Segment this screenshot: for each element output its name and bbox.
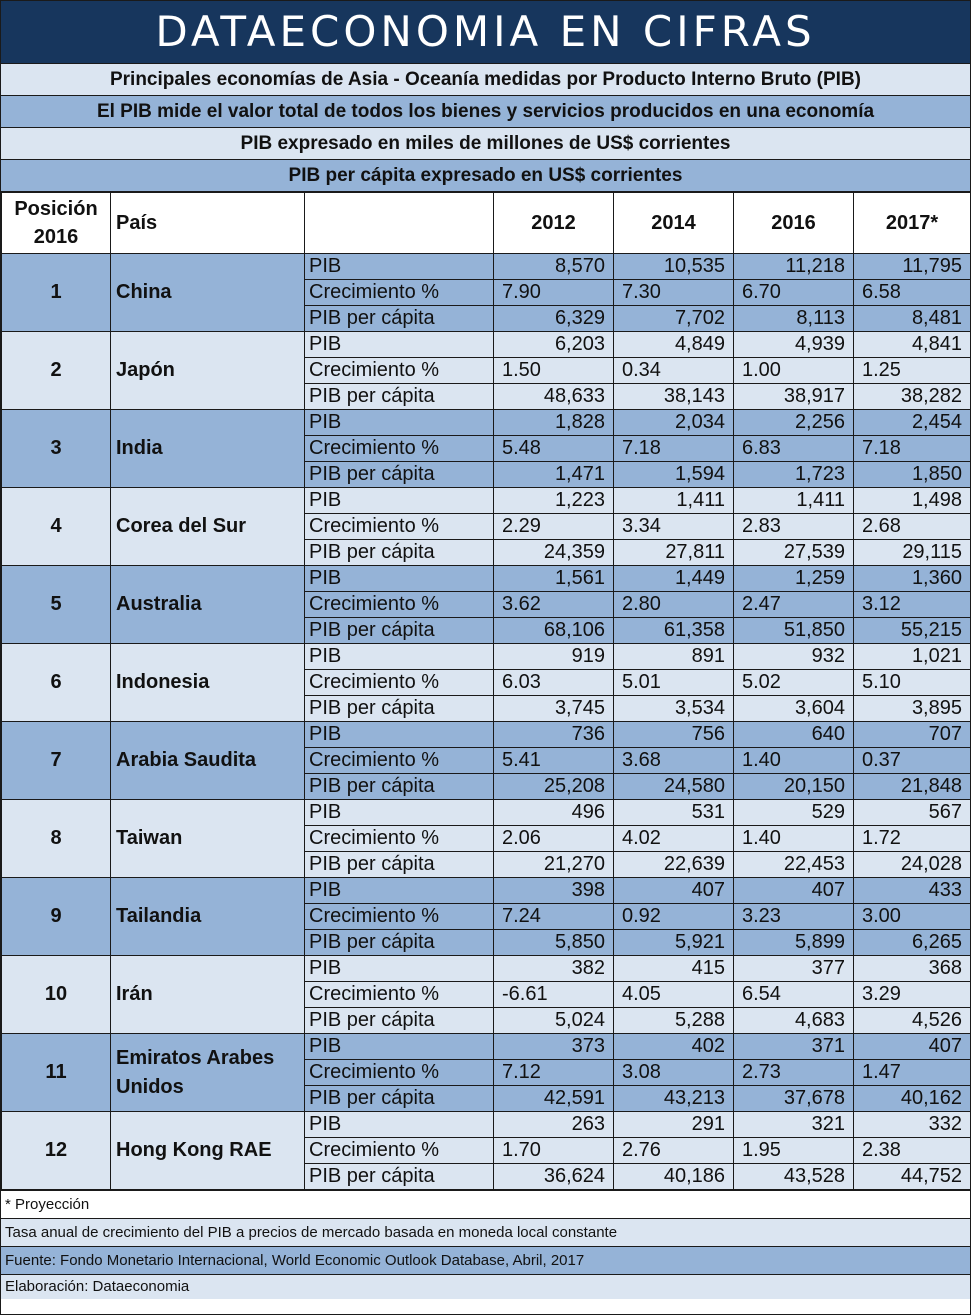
value-cell: 321 — [734, 1112, 854, 1138]
value-cell: 1,411 — [614, 488, 734, 514]
value-cell: 3.08 — [614, 1060, 734, 1086]
value-cell: 6.03 — [494, 670, 614, 696]
table-row — [2, 410, 971, 436]
value-cell: 6,329 — [494, 306, 614, 332]
value-cell: 4,849 — [614, 332, 734, 358]
value-cell: 1.50 — [494, 358, 614, 384]
position-cell: 2 — [2, 332, 111, 410]
position-cell: 4 — [2, 488, 111, 566]
position-cell: 6 — [2, 644, 111, 722]
value-cell: 6.54 — [734, 982, 854, 1008]
gdp-table — [1, 192, 971, 1190]
footnote-growth: Tasa anual de crecimiento del PIB a precios de mercado basada en moneda local constante — [1, 1218, 970, 1246]
metric-label: Crecimiento % — [305, 358, 494, 384]
value-cell: 5.41 — [494, 748, 614, 774]
value-cell: 1,594 — [614, 462, 734, 488]
value-cell: 7.12 — [494, 1060, 614, 1086]
value-cell: 7,702 — [614, 306, 734, 332]
value-cell: 29,115 — [854, 540, 971, 566]
value-cell: 2.29 — [494, 514, 614, 540]
metric-label: PIB per cápita — [305, 852, 494, 878]
value-cell: 368 — [854, 956, 971, 982]
metric-label: PIB per cápita — [305, 1086, 494, 1112]
metric-label: Crecimiento % — [305, 592, 494, 618]
metric-label: PIB per cápita — [305, 1164, 494, 1190]
value-cell: 38,282 — [854, 384, 971, 410]
country-cell: Tailandia — [111, 878, 305, 956]
value-cell: 0.34 — [614, 358, 734, 384]
value-cell: 61,358 — [614, 618, 734, 644]
metric-label: Crecimiento % — [305, 826, 494, 852]
value-cell: 4.05 — [614, 982, 734, 1008]
value-cell: 22,639 — [614, 852, 734, 878]
value-cell: 43,528 — [734, 1164, 854, 1190]
metric-label: Crecimiento % — [305, 670, 494, 696]
column-header-year: 2016 — [734, 193, 854, 254]
table-row — [2, 800, 971, 826]
value-cell: 1,223 — [494, 488, 614, 514]
country-group — [2, 254, 971, 332]
metric-label: PIB — [305, 332, 494, 358]
value-cell: 382 — [494, 956, 614, 982]
value-cell: 496 — [494, 800, 614, 826]
value-cell: 3.00 — [854, 904, 971, 930]
value-cell: 10,535 — [614, 254, 734, 280]
value-cell: 7.18 — [854, 436, 971, 462]
pib-definition: El PIB mide el valor total de todos los bienes y servicios producidos en una economía — [1, 96, 970, 128]
metric-label: PIB — [305, 878, 494, 904]
value-cell: 3.29 — [854, 982, 971, 1008]
metric-label: PIB — [305, 1034, 494, 1060]
value-cell: 21,270 — [494, 852, 614, 878]
value-cell: 11,218 — [734, 254, 854, 280]
value-cell: 1,850 — [854, 462, 971, 488]
value-cell: 640 — [734, 722, 854, 748]
value-cell: 51,850 — [734, 618, 854, 644]
table-row — [2, 956, 971, 982]
value-cell: 2.47 — [734, 592, 854, 618]
value-cell: 2,034 — [614, 410, 734, 436]
table-row — [2, 722, 971, 748]
value-cell: 932 — [734, 644, 854, 670]
value-cell: 5.02 — [734, 670, 854, 696]
value-cell: 1,360 — [854, 566, 971, 592]
metric-label: Crecimiento % — [305, 904, 494, 930]
value-cell: 377 — [734, 956, 854, 982]
value-cell: 2.83 — [734, 514, 854, 540]
position-cell: 5 — [2, 566, 111, 644]
value-cell: 2,256 — [734, 410, 854, 436]
value-cell: 43,213 — [614, 1086, 734, 1112]
column-header-year: 2017* — [854, 193, 971, 254]
table-row — [2, 1112, 971, 1138]
value-cell: 37,678 — [734, 1086, 854, 1112]
value-cell: 4,939 — [734, 332, 854, 358]
column-header-position: Posición 2016 — [2, 193, 111, 254]
country-cell: Hong Kong RAE — [111, 1112, 305, 1190]
country-cell: Arabia Saudita — [111, 722, 305, 800]
value-cell: 4,841 — [854, 332, 971, 358]
value-cell: 2.76 — [614, 1138, 734, 1164]
value-cell: 1,723 — [734, 462, 854, 488]
value-cell: 1,021 — [854, 644, 971, 670]
position-cell: 12 — [2, 1112, 111, 1190]
value-cell: 7.24 — [494, 904, 614, 930]
country-cell: India — [111, 410, 305, 488]
value-cell: 1,828 — [494, 410, 614, 436]
value-cell: 24,028 — [854, 852, 971, 878]
value-cell: 7.30 — [614, 280, 734, 306]
country-group — [2, 878, 971, 956]
value-cell: 11,795 — [854, 254, 971, 280]
country-cell: Australia — [111, 566, 305, 644]
value-cell: 24,580 — [614, 774, 734, 800]
value-cell: 5,921 — [614, 930, 734, 956]
country-cell: Corea del Sur — [111, 488, 305, 566]
value-cell: 919 — [494, 644, 614, 670]
value-cell: 2,454 — [854, 410, 971, 436]
value-cell: 1.95 — [734, 1138, 854, 1164]
metric-label: PIB per cápita — [305, 618, 494, 644]
column-header-country: País — [111, 193, 305, 254]
metric-label: PIB — [305, 488, 494, 514]
value-cell: 1.25 — [854, 358, 971, 384]
value-cell: 21,848 — [854, 774, 971, 800]
value-cell: 2.68 — [854, 514, 971, 540]
value-cell: 0.37 — [854, 748, 971, 774]
footnote-projection: * Proyección — [1, 1190, 970, 1218]
table-row — [2, 488, 971, 514]
country-group — [2, 566, 971, 644]
value-cell: 36,624 — [494, 1164, 614, 1190]
metric-label: PIB — [305, 800, 494, 826]
pib-per-capita-units-note: PIB per cápita expresado en US$ corrientes — [1, 160, 970, 192]
value-cell: 2.80 — [614, 592, 734, 618]
value-cell: 1.47 — [854, 1060, 971, 1086]
value-cell: 40,186 — [614, 1164, 734, 1190]
column-header-year: 2014 — [614, 193, 734, 254]
value-cell: 3.12 — [854, 592, 971, 618]
value-cell: 55,215 — [854, 618, 971, 644]
position-cell: 3 — [2, 410, 111, 488]
table-row — [2, 254, 971, 280]
position-cell: 9 — [2, 878, 111, 956]
metric-label: PIB — [305, 1112, 494, 1138]
table-row — [2, 644, 971, 670]
value-cell: 531 — [614, 800, 734, 826]
metric-label: PIB — [305, 254, 494, 280]
value-cell: 3,895 — [854, 696, 971, 722]
value-cell: 756 — [614, 722, 734, 748]
banner-title: DATAECONOMIA EN CIFRAS — [1, 1, 970, 64]
value-cell: 3,604 — [734, 696, 854, 722]
value-cell: 529 — [734, 800, 854, 826]
value-cell: 2.38 — [854, 1138, 971, 1164]
metric-label: PIB per cápita — [305, 774, 494, 800]
table-row — [2, 878, 971, 904]
country-group — [2, 488, 971, 566]
metric-label: PIB — [305, 644, 494, 670]
value-cell: 3.68 — [614, 748, 734, 774]
metric-label: PIB per cápita — [305, 930, 494, 956]
metric-label: Crecimiento % — [305, 748, 494, 774]
value-cell: 3.34 — [614, 514, 734, 540]
value-cell: 8,113 — [734, 306, 854, 332]
value-cell: 6,203 — [494, 332, 614, 358]
column-header-metric — [305, 193, 494, 254]
column-header-year: 2012 — [494, 193, 614, 254]
value-cell: 6.58 — [854, 280, 971, 306]
value-cell: 567 — [854, 800, 971, 826]
value-cell: 1,449 — [614, 566, 734, 592]
value-cell: 6.83 — [734, 436, 854, 462]
value-cell: 1,411 — [734, 488, 854, 514]
metric-label: Crecimiento % — [305, 1060, 494, 1086]
value-cell: 1.40 — [734, 748, 854, 774]
value-cell: 5,288 — [614, 1008, 734, 1034]
value-cell: 5,850 — [494, 930, 614, 956]
value-cell: 373 — [494, 1034, 614, 1060]
country-cell: Japón — [111, 332, 305, 410]
value-cell: 407 — [854, 1034, 971, 1060]
position-cell: 8 — [2, 800, 111, 878]
metric-label: Crecimiento % — [305, 436, 494, 462]
value-cell: 407 — [734, 878, 854, 904]
position-cell: 1 — [2, 254, 111, 332]
value-cell: 6.70 — [734, 280, 854, 306]
value-cell: 5.10 — [854, 670, 971, 696]
country-cell: Taiwan — [111, 800, 305, 878]
country-group — [2, 1112, 971, 1190]
value-cell: 1.40 — [734, 826, 854, 852]
metric-label: Crecimiento % — [305, 280, 494, 306]
value-cell: 2.73 — [734, 1060, 854, 1086]
metric-label: Crecimiento % — [305, 982, 494, 1008]
value-cell: 263 — [494, 1112, 614, 1138]
value-cell: 40,162 — [854, 1086, 971, 1112]
country-group — [2, 410, 971, 488]
country-group — [2, 956, 971, 1034]
metric-label: PIB — [305, 722, 494, 748]
value-cell: 4,526 — [854, 1008, 971, 1034]
value-cell: 402 — [614, 1034, 734, 1060]
value-cell: 5.48 — [494, 436, 614, 462]
metric-label: PIB — [305, 410, 494, 436]
value-cell: 2.06 — [494, 826, 614, 852]
value-cell: 3.62 — [494, 592, 614, 618]
value-cell: 433 — [854, 878, 971, 904]
position-cell: 7 — [2, 722, 111, 800]
value-cell: 5,024 — [494, 1008, 614, 1034]
metric-label: PIB per cápita — [305, 462, 494, 488]
table-row — [2, 566, 971, 592]
value-cell: 7.18 — [614, 436, 734, 462]
value-cell: 332 — [854, 1112, 971, 1138]
country-group — [2, 722, 971, 800]
country-group — [2, 644, 971, 722]
value-cell: -6.61 — [494, 982, 614, 1008]
value-cell: 25,208 — [494, 774, 614, 800]
metric-label: PIB per cápita — [305, 540, 494, 566]
country-cell: China — [111, 254, 305, 332]
value-cell: 1.72 — [854, 826, 971, 852]
value-cell: 27,539 — [734, 540, 854, 566]
value-cell: 1,498 — [854, 488, 971, 514]
value-cell: 20,150 — [734, 774, 854, 800]
value-cell: 4,683 — [734, 1008, 854, 1034]
value-cell: 5,899 — [734, 930, 854, 956]
footnote-author: Elaboración: Dataeconomia — [1, 1274, 970, 1299]
pib-units-note: PIB expresado en miles de millones de US$ corrientes — [1, 128, 970, 160]
position-cell: 11 — [2, 1034, 111, 1112]
metric-label: PIB per cápita — [305, 1008, 494, 1034]
value-cell: 44,752 — [854, 1164, 971, 1190]
value-cell: 1,561 — [494, 566, 614, 592]
metric-label: PIB — [305, 566, 494, 592]
value-cell: 707 — [854, 722, 971, 748]
metric-label: PIB — [305, 956, 494, 982]
value-cell: 891 — [614, 644, 734, 670]
value-cell: 0.92 — [614, 904, 734, 930]
value-cell: 68,106 — [494, 618, 614, 644]
value-cell: 1,259 — [734, 566, 854, 592]
value-cell: 8,481 — [854, 306, 971, 332]
value-cell: 407 — [614, 878, 734, 904]
value-cell: 22,453 — [734, 852, 854, 878]
table-row — [2, 332, 971, 358]
value-cell: 5.01 — [614, 670, 734, 696]
value-cell: 4.02 — [614, 826, 734, 852]
footnote-source: Fuente: Fondo Monetario Internacional, World Economic Outlook Database, Abril, 2017 — [1, 1246, 970, 1274]
metric-label: PIB per cápita — [305, 696, 494, 722]
country-cell: Indonesia — [111, 644, 305, 722]
value-cell: 3,745 — [494, 696, 614, 722]
value-cell: 415 — [614, 956, 734, 982]
value-cell: 42,591 — [494, 1086, 614, 1112]
value-cell: 3.23 — [734, 904, 854, 930]
metric-label: PIB per cápita — [305, 306, 494, 332]
value-cell: 6,265 — [854, 930, 971, 956]
value-cell: 48,633 — [494, 384, 614, 410]
value-cell: 27,811 — [614, 540, 734, 566]
value-cell: 3,534 — [614, 696, 734, 722]
value-cell: 8,570 — [494, 254, 614, 280]
country-group — [2, 1034, 971, 1112]
value-cell: 1.70 — [494, 1138, 614, 1164]
value-cell: 398 — [494, 878, 614, 904]
value-cell: 24,359 — [494, 540, 614, 566]
country-cell: Emiratos Arabes Unidos — [111, 1034, 305, 1112]
value-cell: 7.90 — [494, 280, 614, 306]
value-cell: 38,143 — [614, 384, 734, 410]
metric-label: Crecimiento % — [305, 1138, 494, 1164]
value-cell: 736 — [494, 722, 614, 748]
value-cell: 371 — [734, 1034, 854, 1060]
country-group — [2, 800, 971, 878]
metric-label: PIB per cápita — [305, 384, 494, 410]
page-title: Principales economías de Asia - Oceanía medidas por Producto Interno Bruto (PIB) — [1, 64, 970, 96]
position-cell: 10 — [2, 956, 111, 1034]
value-cell: 291 — [614, 1112, 734, 1138]
value-cell: 1,471 — [494, 462, 614, 488]
value-cell: 38,917 — [734, 384, 854, 410]
table-header-row — [2, 193, 971, 254]
country-cell: Irán — [111, 956, 305, 1034]
table-row — [2, 1034, 971, 1060]
value-cell: 1.00 — [734, 358, 854, 384]
metric-label: Crecimiento % — [305, 514, 494, 540]
country-group — [2, 332, 971, 410]
